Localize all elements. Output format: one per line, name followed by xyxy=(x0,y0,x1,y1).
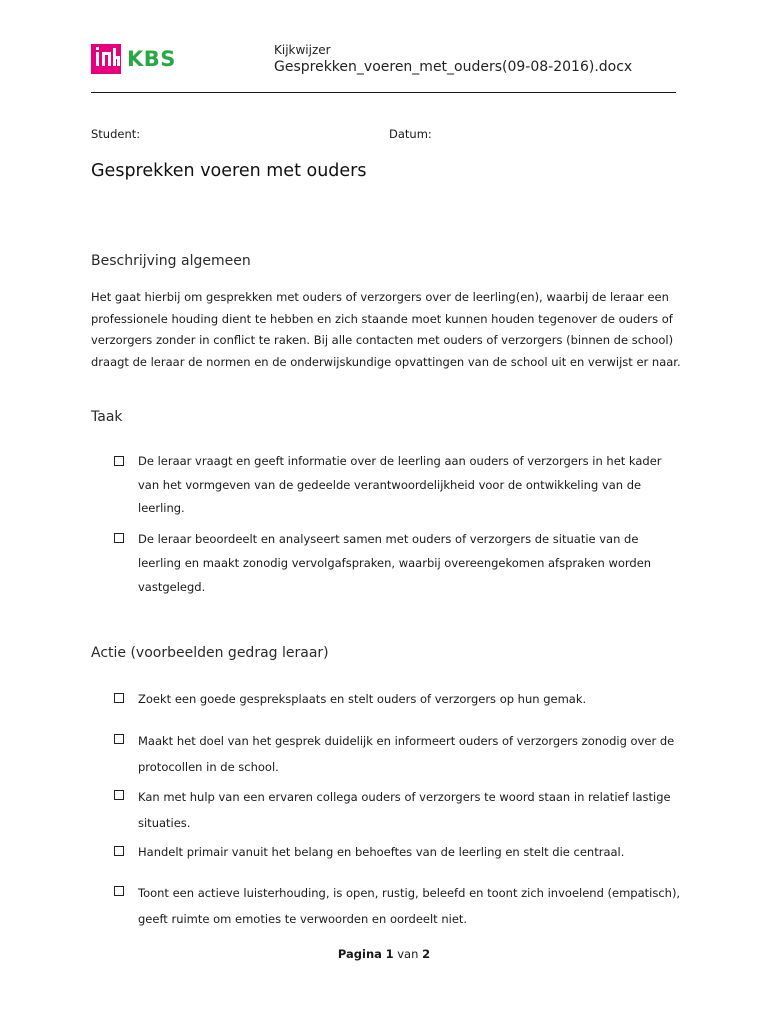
page-separator: van xyxy=(397,947,419,961)
doc-file-name: Gesprekken_voeren_met_ouders(09-08-2016).docx xyxy=(274,59,633,75)
actie-item xyxy=(114,728,684,780)
checkbox[interactable] xyxy=(114,456,124,466)
taak-heading: Taak xyxy=(91,409,123,425)
page-title: Gesprekken voeren met ouders xyxy=(91,161,367,181)
taak-item-text: De leraar beoordeelt en analyseert samen met ouders of verzorgers de situatie van de leerling en maakt zonodig vervolgafspraken, waarbij overeengekomen afspraken worden vastgelegd. xyxy=(138,532,652,594)
taak-item xyxy=(114,527,684,599)
datum-label: Datum: xyxy=(389,127,432,141)
checkbox[interactable] xyxy=(114,886,124,896)
doc-kicker: Kijkwijzer xyxy=(274,43,331,57)
checkbox[interactable] xyxy=(114,693,124,703)
actie-item-text: Toont een actieve luisterhouding, is open, rustig, beleefd en toont zich invoelend (empatisch), geeft ruimte om emoties te verwoorden en oordeelt niet. xyxy=(138,886,681,926)
logo-text: KBS xyxy=(127,47,176,71)
page-total: 2 xyxy=(422,947,431,961)
inh-logo-icon xyxy=(91,44,121,74)
checkbox[interactable] xyxy=(114,533,124,543)
header-divider xyxy=(91,92,676,93)
checkbox[interactable] xyxy=(114,790,124,800)
taak-item xyxy=(114,450,684,521)
actie-item xyxy=(114,880,684,932)
checkbox[interactable] xyxy=(114,846,124,856)
actie-item-text: Maakt het doel van het gesprek duidelijk en informeert ouders of verzorgers zonodig over de protocollen in de school. xyxy=(138,734,675,774)
document-header xyxy=(274,42,632,76)
taak-item-text: De leraar vraagt en geeft informatie over de leerling aan ouders of verzorgers in het kader van het vormgeven van de gedeelde verantwoordelijkheid voor de ontwikkeling van de leerling. xyxy=(138,454,662,515)
checkbox[interactable] xyxy=(114,734,124,744)
actie-item xyxy=(114,840,684,864)
kbs-logo xyxy=(91,44,176,74)
actie-heading: Actie (voorbeelden gedrag leraar) xyxy=(91,645,329,661)
actie-item xyxy=(114,784,684,836)
actie-item-text: Zoekt een goede gespreksplaats en stelt ouders of verzorgers op hun gemak. xyxy=(138,692,587,706)
page-prefix: Pagina xyxy=(337,947,382,961)
actie-item xyxy=(114,687,684,711)
beschrijving-text: Het gaat hierbij om gesprekken met ouders of verzorgers over de leerling(en), waarbij de leraar een professionele houding dient te hebben en zich staande moet kunnen houden tegenover de ouders of verzorgers zonder in conflict te raken. Bij alle contacten met ouders of verzorgers (binnen de school) draagt de leraar de normen en de onderwijskundige opvattingen van de school uit en verwijst er naar. xyxy=(91,290,681,369)
page-current: 1 xyxy=(385,947,394,961)
actie-item-text: Handelt primair vanuit het belang en behoeftes van de leerling en stelt die centraal. xyxy=(138,845,625,859)
page-number xyxy=(0,947,768,961)
actie-item-text: Kan met hulp van een ervaren collega ouders of verzorgers te woord staan in relatief lastige situaties. xyxy=(138,790,671,830)
student-label: Student: xyxy=(91,127,141,141)
beschrijving-heading: Beschrijving algemeen xyxy=(91,253,251,269)
